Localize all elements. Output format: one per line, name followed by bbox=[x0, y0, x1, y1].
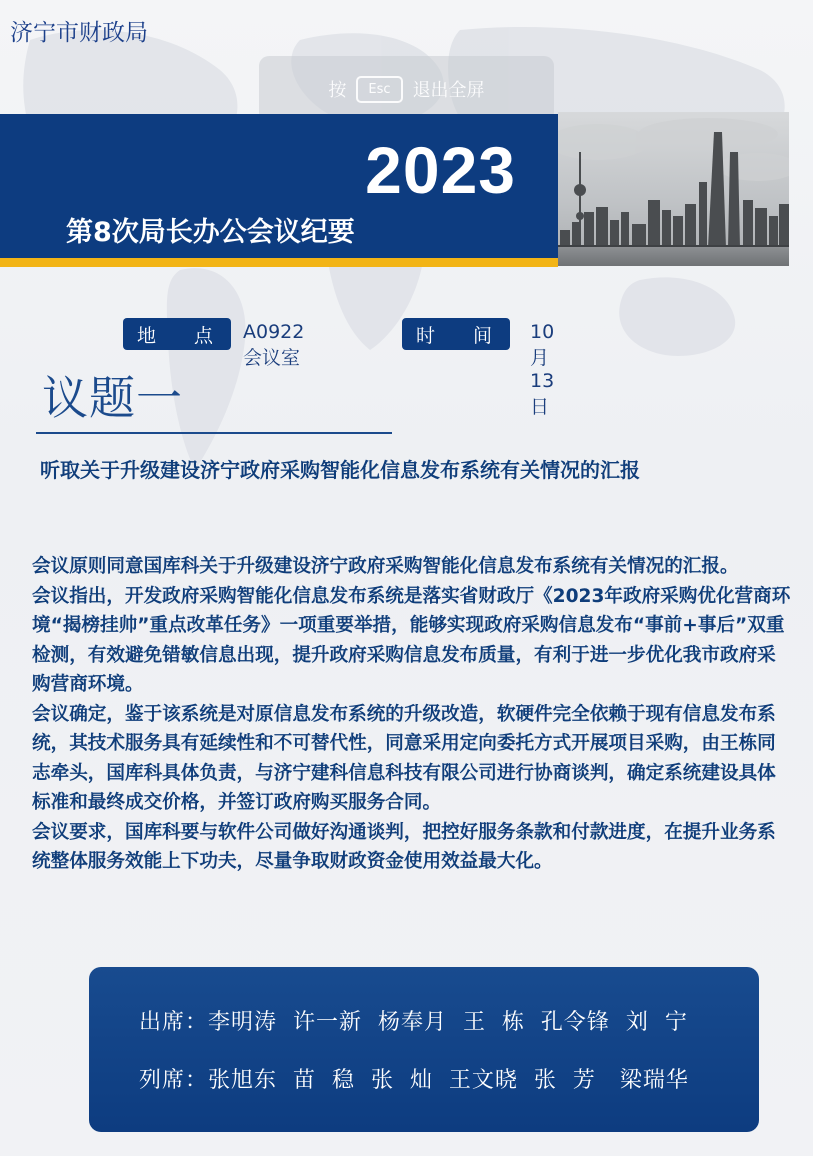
esc-hint-suffix: 退出全屏 bbox=[412, 80, 485, 101]
topic-subtitle: 听取关于升级建设济宁政府采购智能化信息发布系统有关情况的汇报 bbox=[40, 458, 640, 482]
present-list: 出席：李明涛 许一新 杨奉月 王 栋 孔令锋 刘 宁 bbox=[139, 1010, 688, 1035]
location-value: A0922会议室 bbox=[243, 321, 305, 369]
title-banner bbox=[0, 114, 558, 260]
city-skyline-photo bbox=[558, 112, 789, 266]
topic-heading: 议题一 bbox=[42, 371, 183, 425]
time-label bbox=[402, 318, 510, 350]
attendance-panel bbox=[89, 967, 759, 1132]
time-label-text: 时 间 bbox=[416, 324, 493, 347]
esc-key-icon: Esc bbox=[356, 76, 402, 103]
location-label bbox=[123, 318, 231, 350]
content-paragraph: 会议原则同意国库科关于升级建设济宁政府采购智能化信息发布系统有关情况的汇报。 bbox=[32, 556, 739, 577]
location-label-text: 地 点 bbox=[137, 324, 214, 347]
banner-title: 第8次局长办公会议纪要 bbox=[66, 217, 355, 248]
exit-fullscreen-hint[interactable] bbox=[259, 56, 554, 122]
banner-year: 2023 bbox=[365, 133, 516, 207]
esc-hint-prefix: 按 bbox=[328, 80, 347, 101]
meeting-content bbox=[32, 552, 792, 877]
content-paragraph: 会议确定，鉴于该系统是对原信息发布系统的升级改造，软硬件完全依赖于现有信息发布系统，其技术服务具有延续性和不可替代性，同意采用定向委托方式开展项目采购，由王栋同志牵头，国库科具体负责，与济宁建科信息科技有限公司进行协商谈判，确定系统建设具体标准和最终成交价格，并签订政府购买服务合同。 bbox=[32, 703, 776, 813]
content-paragraph: 会议要求，国库科要与软件公司做好沟通谈判，把控好服务条款和付款进度，在提升业务系统整体服务效能上下功夫，尽量争取财政资金使用效益最大化。 bbox=[32, 821, 776, 872]
banner-gold-stripe bbox=[0, 258, 558, 267]
topic-divider bbox=[36, 432, 392, 434]
attending-list: 列席：张旭东 苗 稳 张 灿 王文晓 张 芳 梁瑞华 bbox=[139, 1068, 689, 1093]
content-paragraph: 会议指出，开发政府采购智能化信息发布系统是落实省财政厅《2023年政府采购优化营商环境“揭榜挂帅”重点改革任务》一项重要举措，能够实现政府采购信息发布“事前+事后”双重检测，有效避免错敏信息出现，提升政府采购信息发布质量，有利于进一步优化我市政府采购营商环境。 bbox=[32, 585, 791, 695]
org-name: 济宁市财政局 bbox=[10, 20, 148, 46]
time-value: 10月13日 bbox=[530, 321, 555, 418]
